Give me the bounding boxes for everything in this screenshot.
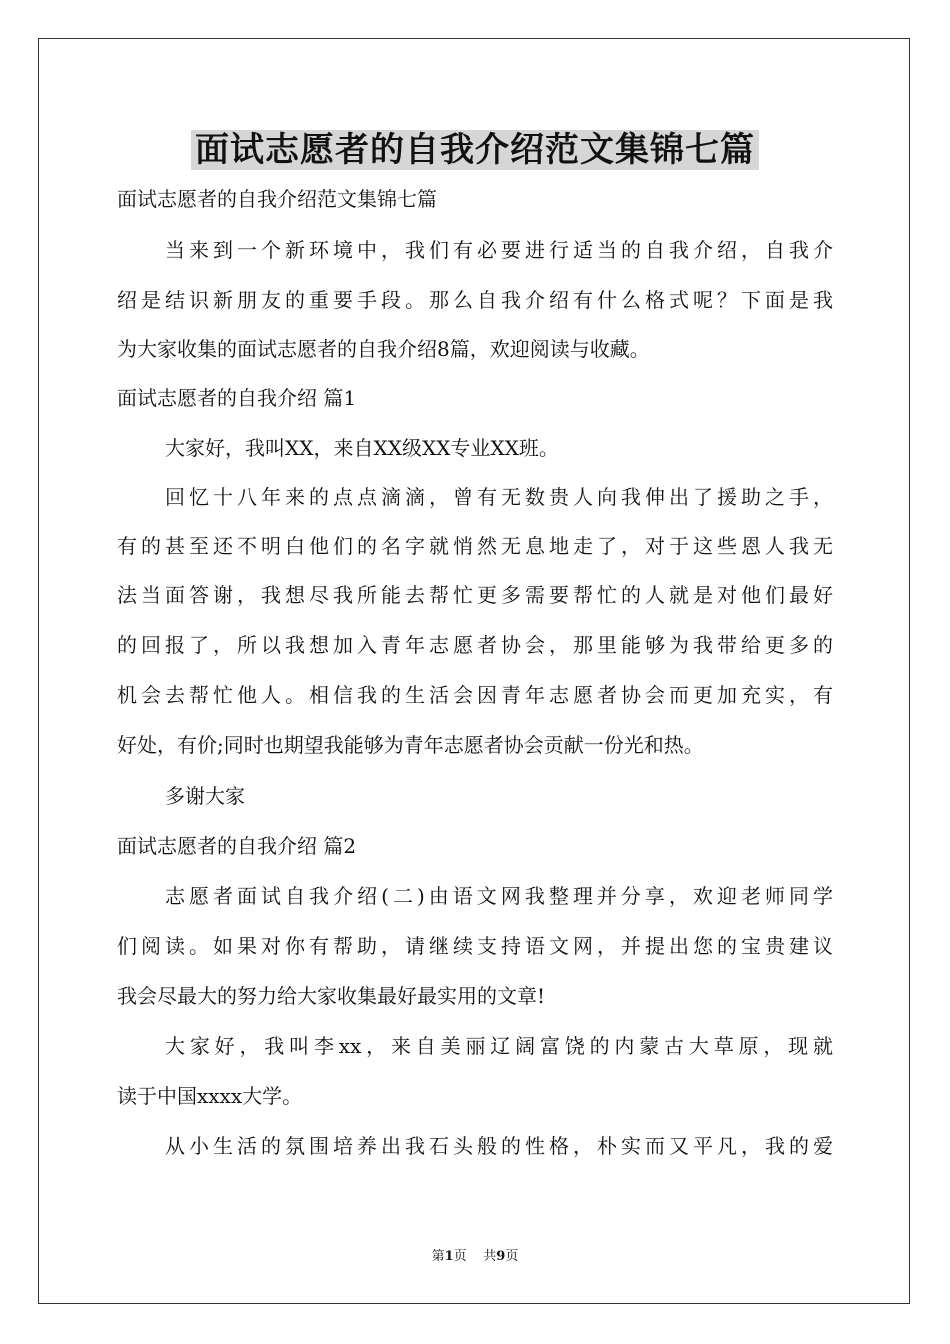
document-title (0, 122, 950, 178)
section1-line-3: 有的甚至还不明白他们的名字就悄然无息地走了，对于这些恩人我无 (117, 534, 833, 558)
footer-page-total: 9 (496, 1249, 506, 1264)
subtitle-line: 面试志愿者的自我介绍范文集锦七篇 (117, 187, 437, 211)
intro-line-2: 绍是结识新朋友的重要手段。那么自我介绍有什么格式呢？下面是我 (117, 288, 833, 312)
intro-line-1: 当来到一个新环境中，我们有必要进行适当的自我介绍，自我介 (165, 238, 833, 262)
section1-line-1: 大家好，我叫XX，来自XX级XX专业XX班。 (165, 436, 559, 460)
section2-line-6: 从小生活的氛围培养出我石头般的性格，朴实而又平凡，我的爱 (165, 1134, 833, 1158)
footer-page-current: 1 (444, 1249, 454, 1264)
section2-line-3: 我会尽最大的努力给大家收集最好最实用的文章! (117, 984, 546, 1008)
footer-page-unit: 页 (453, 1249, 467, 1264)
section1-line-8: 多谢大家 (165, 784, 245, 808)
section1-line-4: 法当面答谢，我想尽我所能去帮忙更多需要帮忙的人就是对他们最好 (117, 583, 833, 607)
section1-line-2: 回忆十八年来的点点滴滴，曾有无数贵人向我伸出了援助之手， (165, 485, 833, 509)
page-footer (0, 1247, 950, 1267)
section2-line-5: 读于中国xxxx大学。 (117, 1084, 303, 1108)
section1-line-5: 的回报了，所以我想加入青年志愿者协会，那里能够为我带给更多的 (117, 633, 833, 657)
section2-line-1: 志愿者面试自我介绍(二)由语文网我整理并分享，欢迎老师同学 (165, 884, 833, 908)
section-heading-1: 面试志愿者的自我介绍 篇1 (117, 386, 357, 410)
footer-total-unit: 页 (505, 1249, 519, 1264)
section2-line-2: 们阅读。如果对你有帮助，请继续支持语文网，并提出您的宝贵建议 (117, 934, 833, 958)
section1-line-6: 机会去帮忙他人。相信我的生活会因青年志愿者协会而更加充实，有 (117, 683, 833, 707)
section2-line-4: 大家好，我叫李xx，来自美丽辽阔富饶的内蒙古大草原，现就 (165, 1034, 833, 1058)
page-frame (38, 38, 910, 1304)
document-title-text: 面试志愿者的自我介绍范文集锦七篇 (191, 130, 759, 170)
intro-line-3: 为大家收集的面试志愿者的自我介绍8篇，欢迎阅读与收藏。 (117, 337, 650, 361)
footer-total-prefix: 共 (483, 1249, 497, 1264)
footer-page-prefix: 第 (431, 1249, 445, 1264)
section-heading-2: 面试志愿者的自我介绍 篇2 (117, 834, 357, 858)
section1-line-7: 好处，有价;同时也期望我能够为青年志愿者协会贡献一份光和热。 (117, 733, 704, 757)
